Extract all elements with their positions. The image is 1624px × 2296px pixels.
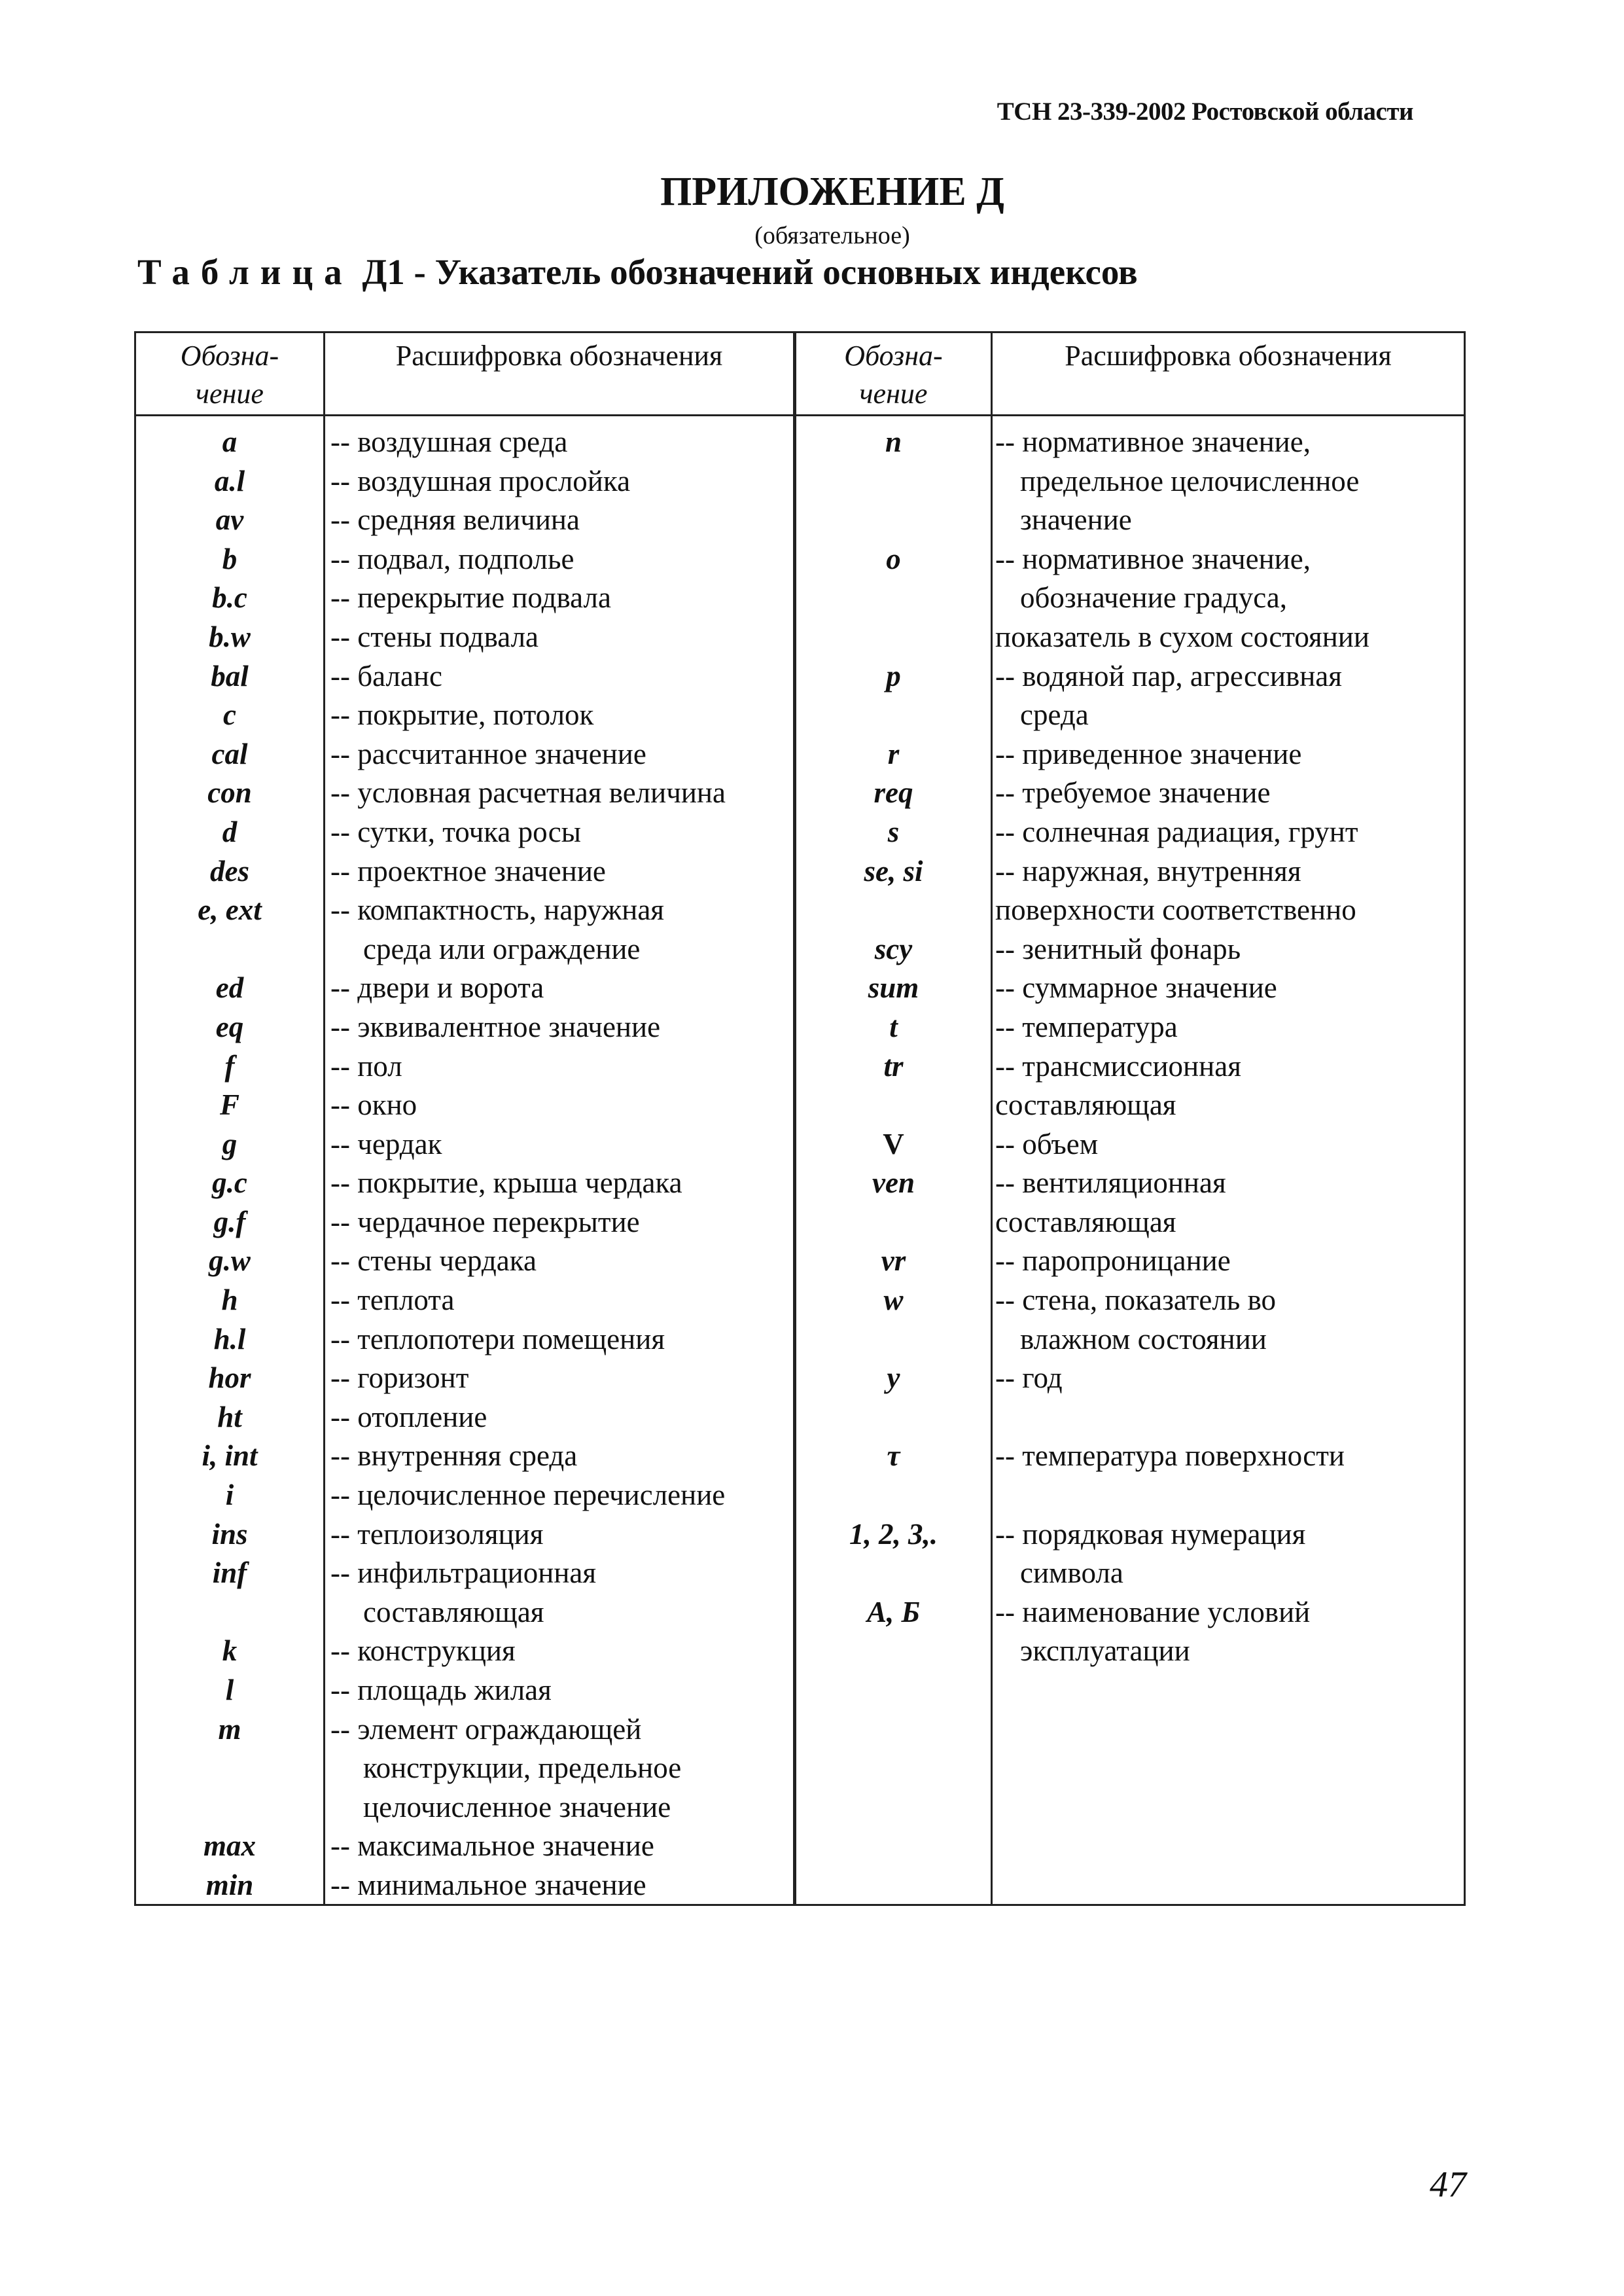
right-decoding-line: показатель в сухом состоянии <box>995 620 1369 653</box>
left-symbol-cell <box>136 1788 323 1827</box>
left-symbol-cell: m <box>218 1712 241 1746</box>
right-decoding-line: составляющая <box>995 1205 1176 1238</box>
right-symbol-cell: t <box>889 1010 898 1043</box>
right-symbol-cell <box>796 1671 991 1710</box>
right-decoding-line <box>993 1476 1464 1515</box>
left-decoding-line: конструкции, предельное <box>363 1751 682 1785</box>
left-decoding-line: -- баланс <box>330 659 442 692</box>
right-symbol-cell: sum <box>868 971 919 1005</box>
left-decoding-line: -- окно <box>330 1088 417 1122</box>
right-symbol-cell <box>796 891 991 930</box>
left-symbol-cell <box>136 1593 323 1632</box>
right-decoding-line: -- температура <box>995 1010 1178 1043</box>
left-symbol-cell: b.w <box>209 620 251 653</box>
right-symbol-cell <box>796 618 991 657</box>
right-symbol-cell <box>796 1320 991 1359</box>
left-symbol-cell: F <box>219 1088 239 1122</box>
right-decoding-line: предельное целочисленное <box>1020 464 1360 497</box>
right-decoding-line: -- объем <box>995 1127 1099 1160</box>
left-decoding-line: -- теплоизоляция <box>330 1517 544 1551</box>
right-decoding-line <box>993 1398 1464 1437</box>
left-symbol-cell: g <box>222 1127 238 1160</box>
left-decoding-line: -- теплопотери помещения <box>330 1322 665 1355</box>
header-symbol-left-line1: Обозна- <box>180 340 279 372</box>
right-decoding-line: -- суммарное значение <box>995 971 1277 1005</box>
right-symbol-cell: se, si <box>864 854 923 888</box>
right-symbol-cell <box>796 696 991 735</box>
left-symbol-cell: ed <box>215 971 244 1005</box>
left-decoding-line: -- эквивалентное значение <box>330 1010 661 1043</box>
left-decoding-line: -- отопление <box>330 1400 487 1433</box>
right-decoding-line: -- солнечная радиация, грунт <box>995 815 1358 848</box>
left-symbol-cell: h.l <box>213 1322 246 1355</box>
left-decoding-line: -- горизонт <box>330 1361 469 1395</box>
left-symbol-cell <box>136 930 323 969</box>
header-symbol-right <box>796 333 993 414</box>
header-symbol-right-line1: Обозна- <box>844 340 943 372</box>
left-symbol-cell: con <box>207 776 252 810</box>
symbols-table <box>134 331 1466 1906</box>
left-decoding-line: -- покрытие, потолок <box>330 698 594 732</box>
right-symbol-cell <box>796 1086 991 1125</box>
left-symbol-cell: f <box>224 1049 235 1083</box>
right-decoding-line: -- трансмиссионная <box>995 1049 1241 1083</box>
left-decoding-line: -- условная расчетная величина <box>330 776 726 810</box>
left-symbol-cell: a.l <box>214 464 245 497</box>
right-symbol-cell <box>796 579 991 618</box>
left-symbol-cell: g.c <box>212 1166 247 1200</box>
right-decoding-line: -- приведенное значение <box>995 737 1302 770</box>
left-symbol-cell: cal <box>211 737 248 770</box>
right-decoding-line <box>993 1866 1464 1905</box>
right-symbol-cell: V <box>883 1127 904 1160</box>
right-symbol-cell <box>796 1749 991 1788</box>
right-symbol-cell: o <box>886 542 901 575</box>
left-decoding-line: -- инфильтрационная <box>330 1556 597 1590</box>
right-symbol-cell <box>796 501 991 540</box>
left-symbol-cell: ht <box>217 1400 242 1433</box>
left-decoding-line: -- воздушная прослойка <box>330 464 631 497</box>
table-caption: Д1 - Указатель обозначений основных индексов <box>353 252 1138 292</box>
right-symbol-cell: n <box>885 425 902 458</box>
left-symbol-cell: g.w <box>209 1244 251 1278</box>
table-body-row <box>136 416 1464 1904</box>
left-decoding-line: -- целочисленное перечисление <box>330 1479 726 1512</box>
left-decoding-line: -- компактность, наружная <box>330 893 664 927</box>
left-decoding-line: -- воздушная среда <box>330 425 568 458</box>
right-decoding-line: значение <box>1020 503 1132 537</box>
left-decoding-line: -- конструкция <box>330 1634 516 1668</box>
left-decoding-line: -- подвал, подполье <box>330 542 574 575</box>
right-symbol-cell <box>796 1788 991 1827</box>
header-symbol-left-line2: чение <box>196 378 264 410</box>
left-symbol-cell: bal <box>211 659 249 692</box>
right-symbol-cell: w <box>883 1283 904 1317</box>
left-symbol-cell: ins <box>211 1517 248 1551</box>
right-decoding-line: составляющая <box>995 1088 1176 1122</box>
left-symbol-cell: inf <box>212 1556 247 1590</box>
left-decoding-line: -- элемент ограждающей <box>330 1712 642 1746</box>
left-decoding-line: -- рассчитанное значение <box>330 737 646 770</box>
right-symbol-cell <box>796 1476 991 1515</box>
left-symbol-cell: c <box>223 698 236 732</box>
left-symbol-column <box>136 416 325 1904</box>
left-symbol-cell: eq <box>215 1010 244 1043</box>
right-decoding-line: -- вентиляционная <box>995 1166 1226 1200</box>
right-symbol-cell: ven <box>872 1166 915 1200</box>
right-decoding-line: -- нормативное значение, <box>995 542 1311 575</box>
right-decoding-line: влажном состоянии <box>1020 1322 1267 1355</box>
right-symbol-cell <box>796 1398 991 1437</box>
left-symbol-cell: k <box>222 1634 238 1668</box>
table-header-row <box>136 333 1464 416</box>
right-symbol-cell: А, Б <box>866 1595 921 1628</box>
left-symbol-cell: i <box>225 1479 234 1512</box>
document-header: ТСН 23-339-2002 Ростовской области <box>997 98 1413 126</box>
right-symbol-cell <box>796 1827 991 1866</box>
right-decoding-line: -- температура поверхности <box>995 1439 1345 1473</box>
right-decoding-line: -- порядковая нумерация <box>995 1517 1306 1551</box>
left-symbol-cell: a <box>222 425 238 458</box>
left-symbol-cell: b <box>222 542 238 575</box>
right-decoding-line: -- водяной пар, агрессивная <box>995 659 1342 692</box>
page-number: 47 <box>1430 2164 1466 2205</box>
right-decoding-line: -- паропроницание <box>995 1244 1231 1278</box>
right-symbol-cell: r <box>887 737 900 770</box>
right-symbol-cell: vr <box>881 1244 906 1278</box>
left-symbol-cell: h <box>221 1283 238 1317</box>
right-decoding-line: -- наименование условий <box>995 1595 1311 1628</box>
right-decoding-line <box>993 1827 1464 1866</box>
right-decoding-line <box>993 1710 1464 1749</box>
left-symbol-cell: g.f <box>213 1205 246 1238</box>
right-decoding-column <box>993 416 1464 1904</box>
right-decoding-line <box>993 1788 1464 1827</box>
appendix-title: ПРИЛОЖЕНИЕ Д <box>660 170 1004 214</box>
right-decoding-line <box>993 1671 1464 1710</box>
table-title <box>137 251 1138 293</box>
right-decoding-line: эксплуатации <box>1020 1634 1190 1668</box>
table-label: Таблица <box>137 252 353 292</box>
left-decoding-line: -- чердак <box>330 1127 442 1160</box>
left-symbol-cell: hor <box>208 1361 251 1395</box>
right-decoding-line: -- стена, показатель во <box>995 1283 1277 1317</box>
left-decoding-line: составляющая <box>363 1595 544 1628</box>
right-decoding-line: -- требуемое значение <box>995 776 1271 810</box>
left-decoding-line: -- теплота <box>330 1283 455 1317</box>
right-decoding-line: -- наружная, внутренняя <box>995 854 1301 888</box>
right-symbol-cell <box>796 1866 991 1905</box>
left-decoding-line: -- минимальное значение <box>330 1868 646 1901</box>
right-symbol-cell: s <box>887 815 900 848</box>
right-symbol-column <box>796 416 993 1904</box>
left-decoding-line: -- покрытие, крыша чердака <box>330 1166 682 1200</box>
right-symbol-cell: τ <box>887 1439 900 1473</box>
left-symbol-cell: e, ext <box>198 893 262 927</box>
right-decoding-line: среда <box>1020 698 1089 732</box>
left-decoding-column <box>325 416 796 1904</box>
left-symbol-cell: b.c <box>212 581 247 615</box>
header-decoding-right: Расшифровка обозначения <box>1065 340 1392 372</box>
left-decoding-line: -- средняя величина <box>330 503 580 537</box>
right-decoding-line: обозначение градуса, <box>1020 581 1287 615</box>
left-decoding-line: среда или ограждение <box>363 932 641 965</box>
header-symbol-left <box>136 333 325 414</box>
left-decoding-line: -- проектное значение <box>330 854 606 888</box>
left-decoding-line: -- пол <box>330 1049 402 1083</box>
left-decoding-line: целочисленное значение <box>363 1790 671 1823</box>
right-symbol-cell: 1, 2, 3,. <box>849 1517 938 1551</box>
right-symbol-cell: p <box>886 659 901 692</box>
left-decoding-line: -- стены чердака <box>330 1244 537 1278</box>
right-decoding-line: символа <box>1020 1556 1123 1590</box>
left-symbol-cell: max <box>203 1829 256 1863</box>
left-decoding-line: -- внутренняя среда <box>330 1439 578 1473</box>
header-symbol-right-line2: чение <box>859 378 928 410</box>
left-decoding-line: -- двери и ворота <box>330 971 544 1005</box>
right-symbol-cell <box>796 1632 991 1671</box>
right-symbol-cell <box>796 1554 991 1593</box>
right-decoding-line: -- нормативное значение, <box>995 425 1311 458</box>
right-symbol-cell: y <box>887 1361 900 1395</box>
right-symbol-cell: scy <box>874 932 913 965</box>
left-symbol-cell: d <box>222 815 238 848</box>
left-decoding-line: -- чердачное перекрытие <box>330 1205 640 1238</box>
left-decoding-line: -- перекрытие подвала <box>330 581 611 615</box>
right-decoding-line: поверхности соответственно <box>995 893 1356 927</box>
header-decoding-left: Расшифровка обозначения <box>325 333 796 414</box>
left-symbol-cell: av <box>215 503 244 537</box>
left-symbol-cell: des <box>210 854 249 888</box>
left-symbol-cell: i, int <box>202 1439 258 1473</box>
left-decoding-line: -- площадь жилая <box>330 1674 552 1706</box>
right-decoding-line <box>993 1749 1464 1788</box>
left-decoding-line: -- максимальное значение <box>330 1829 654 1863</box>
right-symbol-cell <box>796 1710 991 1749</box>
left-symbol-cell <box>136 1749 323 1788</box>
right-symbol-cell <box>796 1203 991 1242</box>
left-decoding-line: -- стены подвала <box>330 620 539 653</box>
right-symbol-cell: tr <box>883 1049 904 1083</box>
right-symbol-cell <box>796 462 991 501</box>
left-decoding-line: -- сутки, точка росы <box>330 815 581 848</box>
right-decoding-line: -- год <box>995 1361 1063 1395</box>
right-symbol-cell: req <box>874 776 913 810</box>
left-symbol-cell: min <box>205 1868 254 1901</box>
right-decoding-line: -- зенитный фонарь <box>995 932 1241 965</box>
left-symbol-cell: l <box>225 1674 234 1706</box>
appendix-note: (обязательное) <box>754 222 910 249</box>
